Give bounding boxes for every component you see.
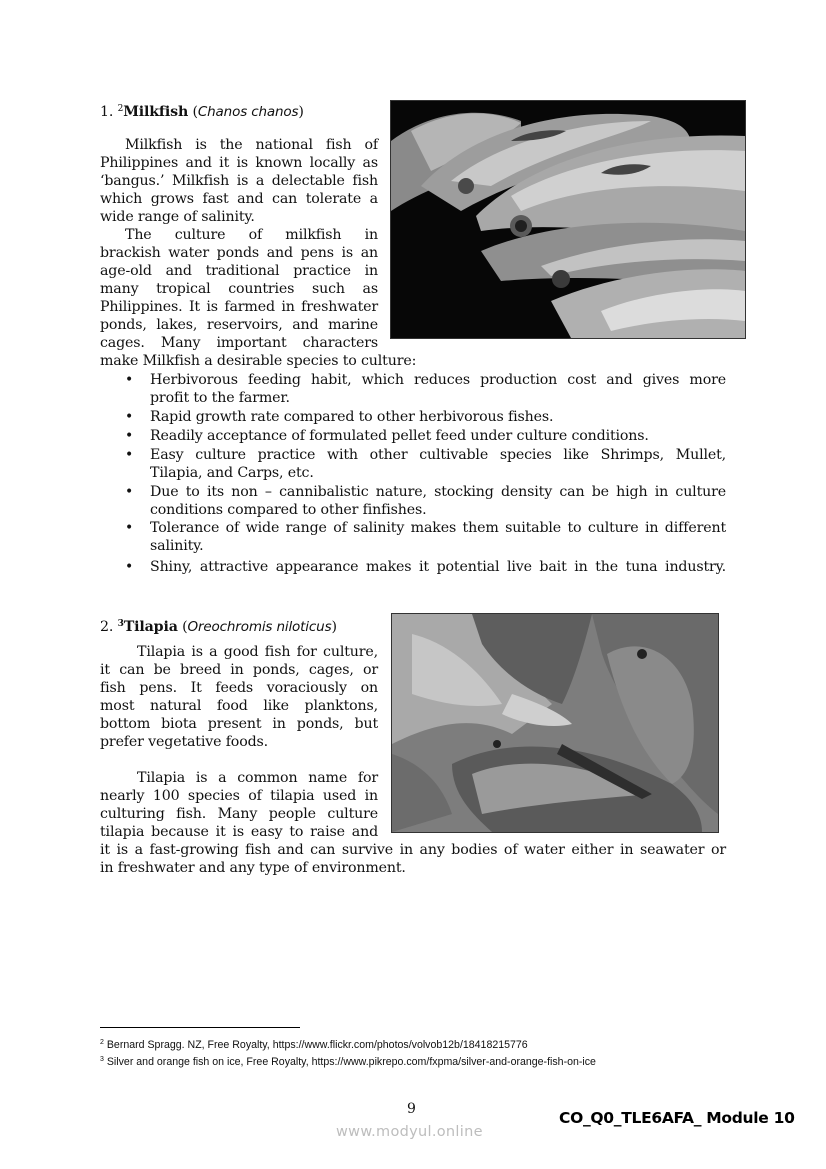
text-line: profit to the farmer. bbox=[150, 390, 290, 406]
bullet-icon: • bbox=[125, 372, 134, 388]
milkfish-image bbox=[390, 100, 746, 339]
text-line: most natural food like planktons, bbox=[100, 698, 378, 714]
tilapia-image bbox=[391, 613, 719, 833]
bullet-icon: • bbox=[125, 520, 134, 536]
text-line: Tilapia is a good fish for culture, bbox=[137, 644, 378, 660]
heading-number: 2. bbox=[100, 619, 114, 635]
bullet-icon: • bbox=[125, 559, 134, 575]
page-number: 9 bbox=[407, 1101, 416, 1117]
fish-name: Tilapia bbox=[123, 619, 178, 635]
footnote-text[interactable]: Silver and orange fish on ice, Free Royalty, https://www.pikrepo.com/fxpma/silver-and-orange-fish-on-ice bbox=[106, 1056, 596, 1068]
text-line: Due to its non – cannibalistic nature, stocking density can be high in culture bbox=[150, 484, 726, 500]
text-line: in freshwater and any type of environment. bbox=[100, 860, 406, 876]
footnote-ref[interactable]: 3 bbox=[117, 619, 124, 629]
footnote-2 bbox=[100, 1036, 528, 1052]
text-line: prefer vegetative foods. bbox=[100, 734, 269, 750]
footnote-number: 2 bbox=[100, 1039, 104, 1046]
footnote-number: 3 bbox=[100, 1056, 104, 1063]
text-line: it can be breed in ponds, cages, or bbox=[100, 662, 378, 678]
text-line: it is a fast-growing fish and can survive in any bodies of water either in seawater or bbox=[100, 842, 726, 858]
bullet-icon: • bbox=[125, 484, 134, 500]
text-line: ponds, lakes, reservoirs, and marine bbox=[100, 317, 378, 333]
tilapia-photo-icon bbox=[392, 614, 718, 832]
tilapia-heading: 2. $^3$Tilapia (Oreochromis niloticus) bbox=[100, 619, 337, 635]
text-line: Herbivorous feeding habit, which reduces production cost and gives more bbox=[150, 372, 726, 388]
text-line: Philippines and it is known locally as bbox=[100, 155, 378, 171]
text-line: fish pens. It feeds voraciously on bbox=[100, 680, 378, 696]
text-line: conditions compared to other finfishes. bbox=[150, 502, 427, 518]
text-line: Milkfish is the national fish of bbox=[125, 137, 378, 153]
text-line: wide range of salinity. bbox=[100, 209, 255, 225]
text-line: Readily acceptance of formulated pellet feed under culture conditions. bbox=[150, 428, 649, 444]
text-line: culturing fish. Many people culture bbox=[100, 806, 378, 822]
watermark: www.modyul.online bbox=[336, 1124, 483, 1140]
text-line: make Milkfish a desirable species to culture: bbox=[100, 353, 417, 369]
bullet-icon: • bbox=[125, 409, 134, 425]
text-line: nearly 100 species of tilapia used in bbox=[100, 788, 378, 804]
scientific-name: Chanos chanos bbox=[197, 104, 299, 120]
text-line: Shiny, attractive appearance makes it potential live bait in the tuna industry. bbox=[150, 559, 726, 575]
text-line: Easy culture practice with other cultivable species like Shrimps, Mullet, bbox=[150, 447, 726, 463]
text-line: brackish water ponds and pens is an bbox=[100, 245, 378, 261]
text-line: Tolerance of wide range of salinity makes them suitable to culture in different bbox=[150, 520, 726, 536]
milkfish-photo-icon bbox=[391, 101, 745, 338]
text-line: Tilapia, and Carps, etc. bbox=[150, 465, 314, 481]
scientific-name: Oreochromis niloticus bbox=[187, 619, 332, 635]
text-line: many tropical countries such as bbox=[100, 281, 378, 297]
footnote-text[interactable]: Bernard Spragg. NZ, Free Royalty, https://www.flickr.com/photos/volvob12b/18418215776 bbox=[106, 1039, 528, 1051]
text-line: Philippines. It is farmed in freshwater bbox=[100, 299, 378, 315]
footnote-ref[interactable]: 2 bbox=[117, 104, 124, 114]
module-code: CO_Q0_TLE6AFA_ Module 10 bbox=[559, 1109, 795, 1127]
text-line: salinity. bbox=[150, 538, 204, 554]
text-line: bottom biota present in ponds, but bbox=[100, 716, 378, 732]
text-line: The culture of milkfish in bbox=[125, 227, 378, 243]
milkfish-heading: 1. $^2$Milkfish (Chanos chanos) bbox=[100, 104, 304, 120]
text-line: ‘bangus.’ Milkfish is a delectable fish bbox=[100, 173, 378, 189]
text-line: cages. Many important characters bbox=[100, 335, 378, 351]
heading-number: 1. bbox=[100, 104, 114, 120]
bullet-icon: • bbox=[125, 447, 134, 463]
text-line: which grows fast and can tolerate a bbox=[100, 191, 378, 207]
fish-name: Milkfish bbox=[123, 104, 189, 120]
text-line: Tilapia is a common name for bbox=[137, 770, 378, 786]
text-line: Rapid growth rate compared to other herbivorous fishes. bbox=[150, 409, 554, 425]
bullet-icon: • bbox=[125, 428, 134, 444]
text-line: tilapia because it is easy to raise and bbox=[100, 824, 378, 840]
footnote-divider bbox=[100, 1027, 300, 1028]
text-line: age-old and traditional practice in bbox=[100, 263, 378, 279]
footnote-3 bbox=[100, 1053, 596, 1069]
